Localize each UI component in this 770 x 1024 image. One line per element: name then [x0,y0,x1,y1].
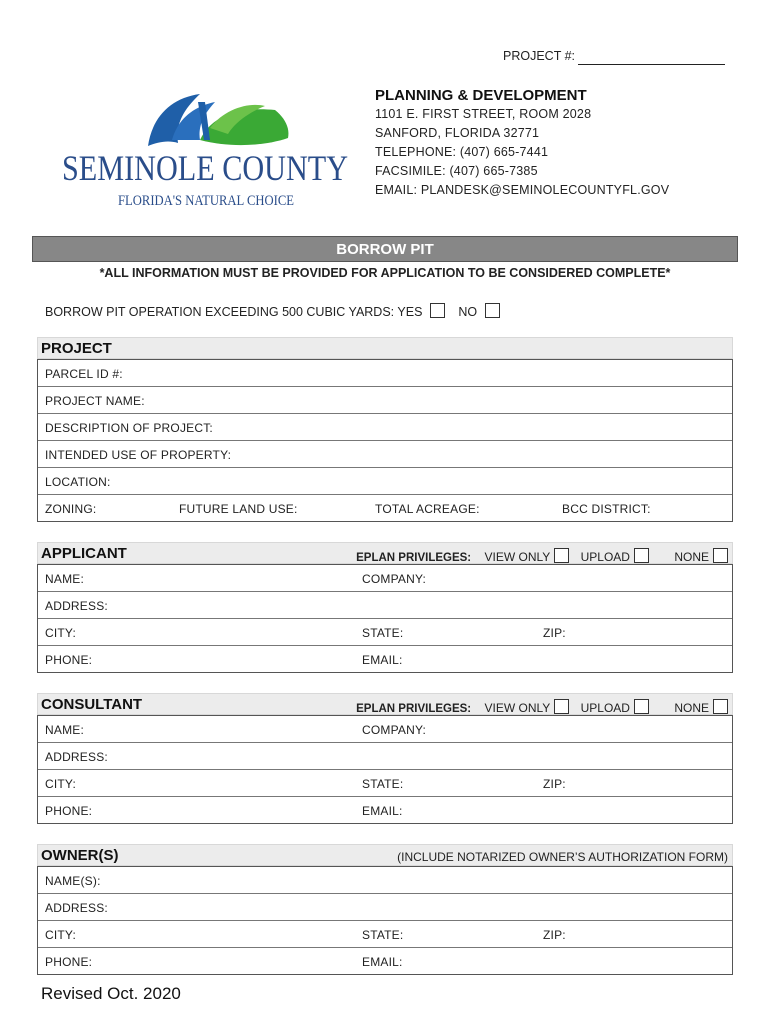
location-label: LOCATION: [45,475,111,489]
applicant-city-label: CITY: [45,626,77,640]
consultant-address-label: ADDRESS: [45,750,108,764]
no-label: NO [458,305,478,319]
owners-state-label: STATE: [362,928,404,942]
applicant-eplan-privileges [356,548,728,564]
consultant-name-label: NAME: [45,723,85,737]
applicant-table [37,564,733,673]
view-only-label: VIEW ONLY [484,550,551,564]
none-label: NONE [674,701,709,715]
borrow-pit-question [45,303,500,319]
table-row[interactable] [38,441,732,468]
owners-city-label: CITY: [45,928,77,942]
project-name-label: PROJECT NAME: [45,394,145,408]
table-row[interactable] [38,716,732,743]
intended-use-label: INTENDED USE OF PROPERTY: [45,448,232,462]
upload-checkbox[interactable] [634,699,649,714]
bcc-district-label: BCC DISTRICT: [562,502,651,516]
none-checkbox[interactable] [713,699,728,714]
table-row[interactable] [38,565,732,592]
table-row[interactable] [38,797,732,823]
table-row[interactable] [38,894,732,921]
future-land-use-label: FUTURE LAND USE: [179,502,298,516]
project-number-field[interactable] [578,64,725,65]
consultant-company-label: COMPANY: [362,723,427,737]
consultant-section-title: CONSULTANT [41,696,143,713]
address-email: EMAIL: PLANDESK@SEMINOLECOUNTYFL.GOV [375,183,670,197]
owners-zip-label: ZIP: [543,928,566,942]
table-row[interactable] [38,360,732,387]
applicant-email-label: EMAIL: [362,653,403,667]
table-row[interactable] [38,387,732,414]
form-title-banner: BORROW PIT [32,236,738,262]
seminole-county-logo [60,88,360,213]
consultant-eplan-privileges [356,699,728,715]
consultant-state-label: STATE: [362,777,404,791]
project-section-header [37,337,733,359]
department-title: PLANNING & DEVELOPMENT [375,87,587,104]
owners-authorization-note: (INCLUDE NOTARIZED OWNER’S AUTHORIZATION FORM) [397,850,728,864]
yes-checkbox[interactable] [430,303,445,318]
yes-label: YES [397,305,423,319]
table-row[interactable] [38,770,732,797]
table-row[interactable] [38,592,732,619]
table-row[interactable] [38,414,732,441]
table-row[interactable] [38,867,732,894]
address-city: SANFORD, FLORIDA 32771 [375,126,540,140]
owners-table [37,866,733,975]
table-row[interactable] [38,468,732,495]
applicant-address-label: ADDRESS: [45,599,108,613]
owners-section-header [37,844,733,866]
upload-label: UPLOAD [580,701,630,715]
table-row[interactable] [38,743,732,770]
logo-tagline: FLORIDA'S NATURAL CHOICE [118,193,294,209]
parcel-id-label: PARCEL ID #: [45,367,123,381]
owners-phone-label: PHONE: [45,955,93,969]
requirement-note: *ALL INFORMATION MUST BE PROVIDED FOR APPLICATION TO BE CONSIDERED COMPLETE* [99,266,671,280]
borrow-question-text: BORROW PIT OPERATION EXCEEDING 500 CUBIC YARDS: [45,305,395,319]
no-checkbox[interactable] [485,303,500,318]
department-address [375,86,669,200]
consultant-section-header [37,693,733,715]
upload-label: UPLOAD [580,550,630,564]
address-street: 1101 E. FIRST STREET, ROOM 2028 [375,107,592,121]
none-checkbox[interactable] [713,548,728,563]
applicant-section-title: APPLICANT [41,545,127,562]
view-only-checkbox[interactable] [554,548,569,563]
owners-address-label: ADDRESS: [45,901,108,915]
view-only-checkbox[interactable] [554,699,569,714]
applicant-phone-label: PHONE: [45,653,93,667]
applicant-section-header [37,542,733,564]
consultant-zip-label: ZIP: [543,777,566,791]
applicant-zip-label: ZIP: [543,626,566,640]
upload-checkbox[interactable] [634,548,649,563]
zoning-label: ZONING: [45,502,97,516]
address-facsimile: FACSIMILE: (407) 665-7385 [375,164,538,178]
consultant-table [37,715,733,824]
description-label: DESCRIPTION OF PROJECT: [45,421,213,435]
table-row[interactable] [38,619,732,646]
consultant-phone-label: PHONE: [45,804,93,818]
logo-name: SEMINOLE COUNTY [62,148,348,188]
eplan-label: EPLAN PRIVILEGES: [356,703,472,715]
eplan-label: EPLAN PRIVILEGES: [356,552,472,564]
revision-date: Revised Oct. 2020 [41,984,181,1003]
total-acreage-label: TOTAL ACREAGE: [375,502,480,516]
owners-names-label: NAME(S): [45,874,101,888]
address-telephone: TELEPHONE: (407) 665-7441 [375,145,549,159]
applicant-company-label: COMPANY: [362,572,427,586]
owners-section-title: OWNER(S) [41,847,119,864]
applicant-name-label: NAME: [45,572,85,586]
table-row[interactable] [38,646,732,672]
project-number-label: PROJECT #: [503,49,576,63]
table-row[interactable] [38,948,732,974]
view-only-label: VIEW ONLY [484,701,551,715]
table-row[interactable] [38,921,732,948]
project-table [37,359,733,522]
project-section-title: PROJECT [41,340,112,357]
table-row[interactable] [38,495,732,521]
none-label: NONE [674,550,709,564]
consultant-city-label: CITY: [45,777,77,791]
applicant-state-label: STATE: [362,626,404,640]
owners-email-label: EMAIL: [362,955,403,969]
consultant-email-label: EMAIL: [362,804,403,818]
